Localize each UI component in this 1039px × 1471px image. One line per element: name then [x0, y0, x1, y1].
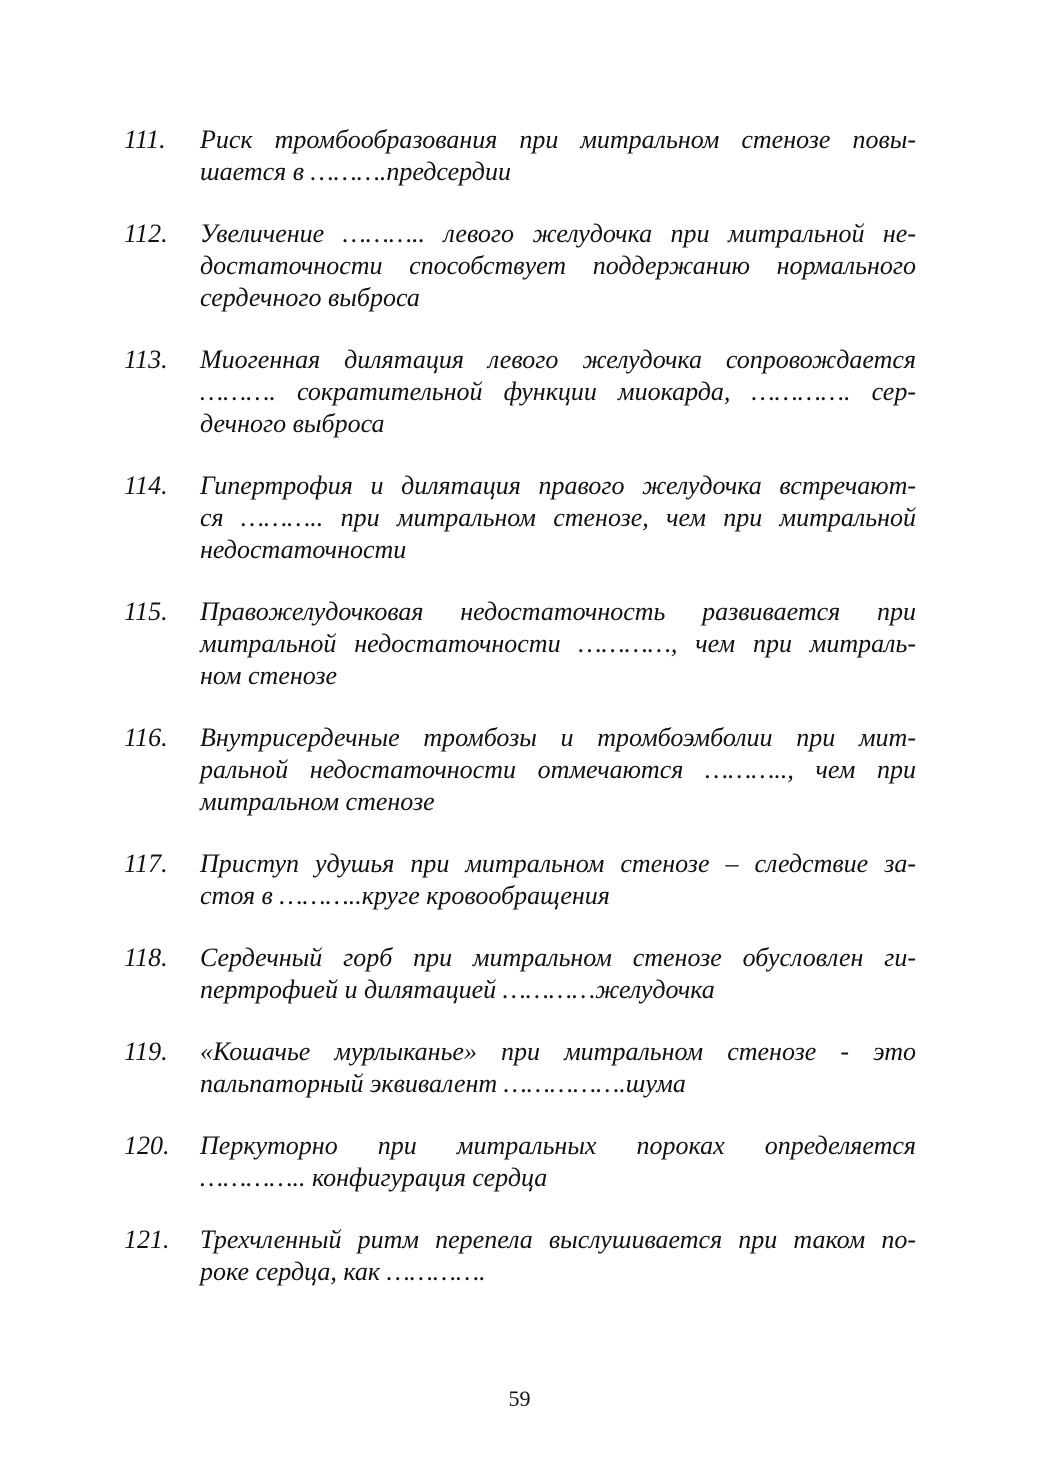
- item-number: 112.: [124, 219, 168, 248]
- list-item: [124, 218, 916, 314]
- item-line: Риск тромбообразования при митральном стенозе повы-: [200, 125, 916, 154]
- item-text: [200, 1224, 916, 1288]
- item-line: достаточности способствует поддержанию нормального: [200, 251, 916, 280]
- item-line: стоя в ………..круге кровообращения: [200, 881, 610, 910]
- list-item: [124, 942, 916, 1006]
- item-line: ральной недостаточности отмечаются ……….., чем при: [200, 755, 916, 784]
- item-line: Перкуторно при митральных пороках определяется: [200, 1131, 916, 1160]
- item-number: 113.: [124, 345, 168, 374]
- item-line: Увеличение ……….. левого желудочка при митральной не-: [200, 219, 916, 248]
- item-line: «Кошачье мурлыканье» при митральном стенозе - это: [200, 1037, 916, 1066]
- item-text: [200, 344, 916, 440]
- item-line: пертрофией и дилятацией …………желудочка: [200, 975, 715, 1004]
- item-text: [200, 1130, 916, 1194]
- list-item: [124, 1224, 916, 1288]
- item-number: 117.: [124, 849, 168, 878]
- list-item: [124, 1130, 916, 1194]
- list-item: [124, 470, 916, 566]
- item-line: митральном стенозе: [200, 787, 435, 816]
- item-number: 114.: [124, 471, 168, 500]
- item-number: 120.: [124, 1131, 170, 1160]
- item-line: пальпаторный эквивалент …………….шума: [200, 1069, 686, 1098]
- item-line: Приступ удушья при митральном стенозе – следствие за-: [200, 849, 916, 878]
- item-line: Миогенная дилятация левого желудочка сопровождается: [200, 345, 916, 374]
- item-text: [200, 848, 916, 912]
- item-number: 118.: [124, 943, 168, 972]
- question-list: [124, 124, 916, 1318]
- page-number: 59: [508, 1386, 531, 1411]
- item-text: [200, 942, 916, 1006]
- item-text: [200, 722, 916, 818]
- item-line: роке сердца, как ………….: [200, 1257, 486, 1286]
- list-item: [124, 848, 916, 912]
- item-line: ………….. конфигурация сердца: [200, 1163, 548, 1192]
- item-number: 119.: [124, 1037, 168, 1066]
- item-text: [200, 1036, 916, 1100]
- item-line: сердечного выброса: [200, 283, 420, 312]
- item-line: Внутрисердечные тромбозы и тромбоэмболии при мит-: [200, 723, 916, 752]
- item-line: митральной недостаточности …………, чем при митраль-: [200, 629, 916, 658]
- item-line: недостаточности: [200, 535, 407, 564]
- list-item: [124, 344, 916, 440]
- item-text: [200, 124, 916, 188]
- list-item: [124, 722, 916, 818]
- item-text: [200, 596, 916, 692]
- item-line: ся ……….. при митральном стенозе, чем при митральной: [200, 503, 916, 532]
- item-line: Гипертрофия и дилятация правого желудочка встречают-: [200, 471, 916, 500]
- item-line: ………. сократительной функции миокарда, …………. сер-: [200, 377, 916, 406]
- list-item: [124, 124, 916, 188]
- item-line: Правожелудочковая недостаточность развивается при: [200, 597, 916, 626]
- item-number: 121.: [124, 1225, 170, 1254]
- item-line: Трехчленный ритм перепела выслушивается при таком по-: [200, 1225, 916, 1254]
- item-line: Сердечный горб при митральном стенозе обусловлен ги-: [200, 943, 916, 972]
- item-line: шается в ……….предсердии: [200, 157, 511, 186]
- item-number: 111.: [124, 125, 166, 154]
- list-item: [124, 1036, 916, 1100]
- item-number: 115.: [124, 597, 168, 626]
- item-number: 116.: [124, 723, 168, 752]
- item-text: [200, 470, 916, 566]
- item-line: ном стенозе: [200, 661, 338, 690]
- item-text: [200, 218, 916, 314]
- list-item: [124, 596, 916, 692]
- item-line: дечного выброса: [200, 409, 385, 438]
